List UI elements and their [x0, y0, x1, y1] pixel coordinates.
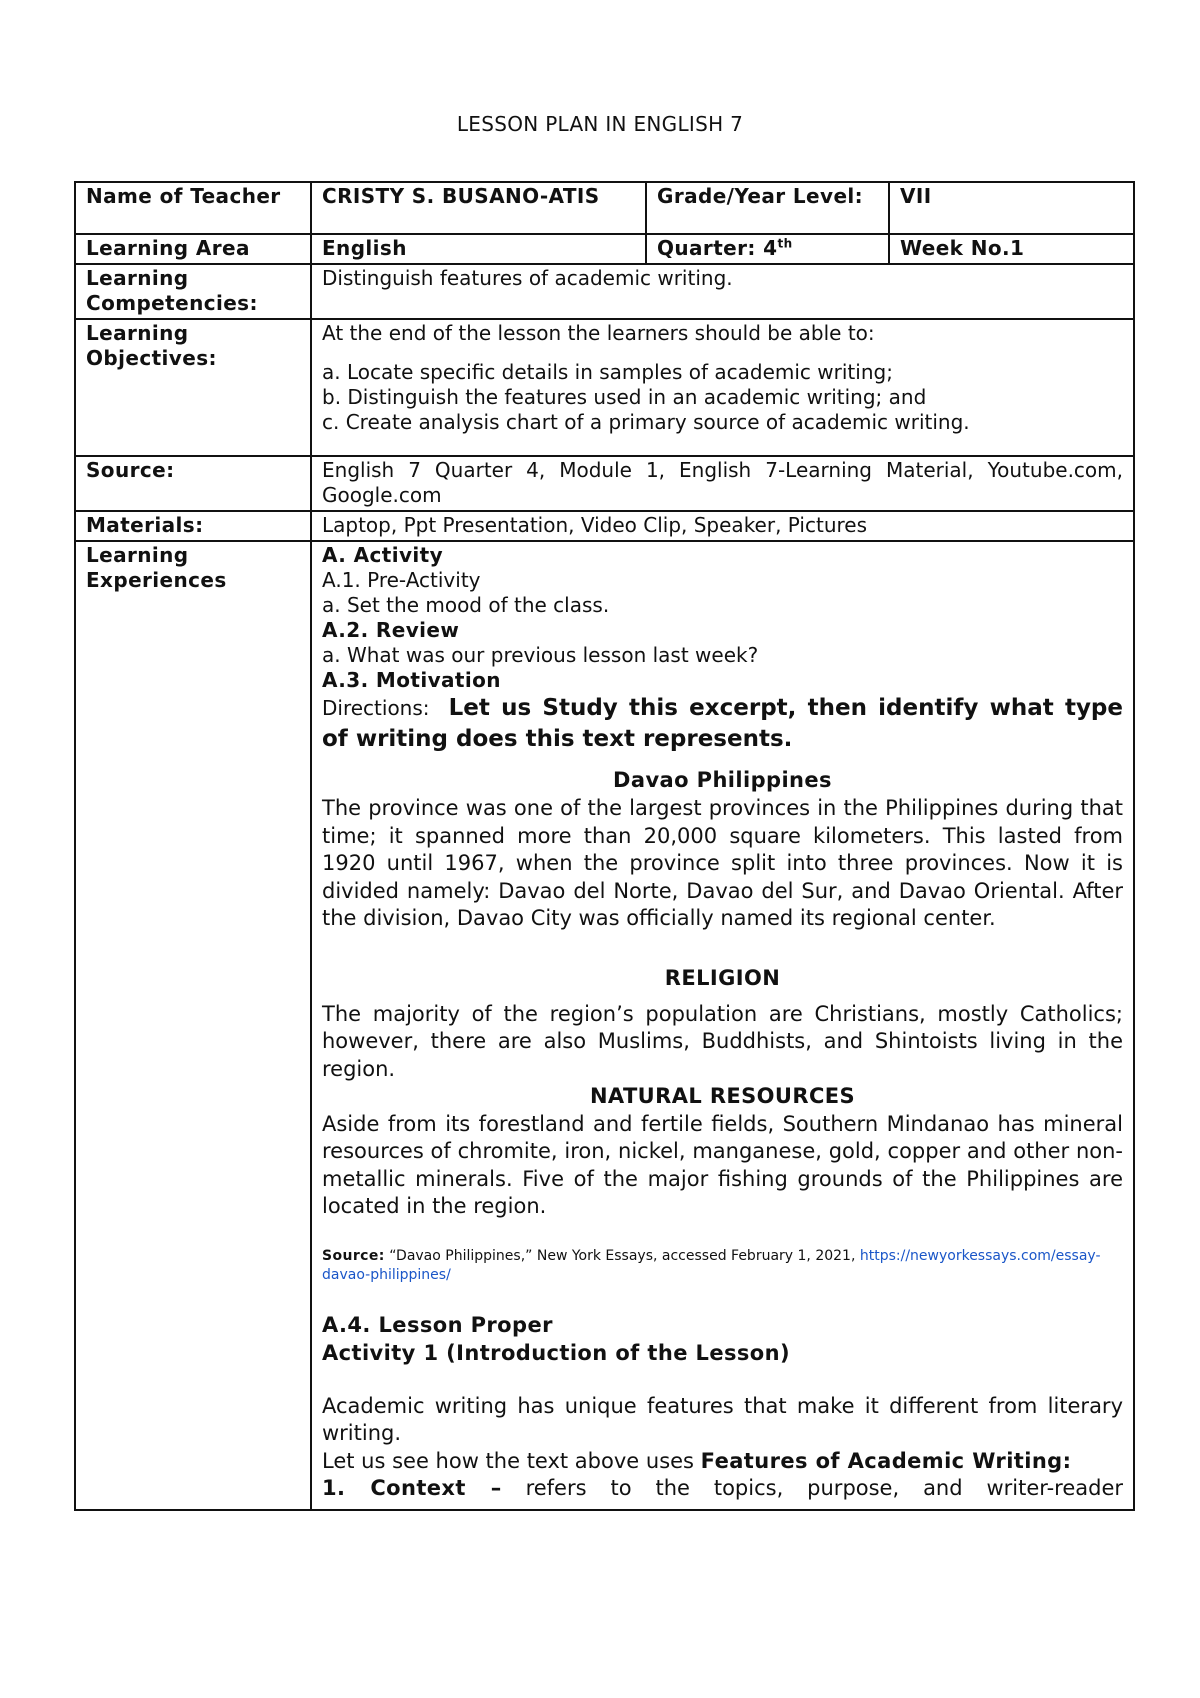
competencies-value: Distinguish features of academic writing.	[311, 264, 1134, 319]
directions-text: Let us Study this excerpt, then identify what type of writing does this text represents.	[322, 695, 1123, 752]
objective-item: c. Create analysis chart of a primary source of academic writing.	[322, 410, 970, 434]
context-text: refers to the topics, purpose, and writer-reader	[501, 1476, 1124, 1500]
objectives-intro: At the end of the lesson the learners should be able to:	[322, 321, 875, 345]
experiences-row	[75, 541, 1134, 1510]
context-line	[322, 1475, 1123, 1503]
materials-row	[75, 511, 1134, 541]
activity1-heading: Activity 1 (Introduction of the Lesson)	[322, 1340, 790, 1365]
excerpt-paragraph: The province was one of the largest provinces in the Philippines during that time; it spanned more than 20,000 square kilometers. This lasted from 1920 until 1967, when the province split into three provinces. Now it is divided namely: Davao del Norte, Davao del Sur, and Davao Oriental. After the division, Davao City was officially named its regional center.	[322, 796, 1123, 930]
lesson-proper-heading: A.4. Lesson Proper	[322, 1312, 553, 1337]
source-value: English 7 Quarter 4, Module 1, English 7-Learning Material, Youtube.com, Google.com	[311, 456, 1134, 511]
learning-area-row	[75, 234, 1134, 264]
citation-label: Source:	[322, 1247, 385, 1264]
pre-activity: A.1. Pre-Activity	[322, 568, 481, 592]
directions	[322, 693, 1123, 755]
academic-line-2: writing.	[322, 1421, 402, 1445]
teacher-name: CRISTY S. BUSANO-ATIS	[311, 182, 646, 234]
experiences-label: Learning Experiences	[75, 541, 311, 1510]
objective-item: b. Distinguish the features used in an academic writing; and	[322, 385, 927, 409]
academic-line-1: Academic writing has unique features that make it different from literary	[322, 1393, 1123, 1418]
source-row	[75, 456, 1134, 511]
grade-value: VII	[889, 182, 1134, 234]
objectives-row	[75, 319, 1134, 456]
page-title: LESSON PLAN IN ENGLISH 7	[456, 112, 744, 136]
features-intro: Let us see how the text above uses	[322, 1448, 701, 1473]
citation	[322, 1247, 1123, 1285]
objective-item: a. Locate specific details in samples of academic writing;	[322, 360, 893, 384]
teacher-row	[75, 182, 1134, 234]
teacher-label: Name of Teacher	[75, 182, 311, 234]
grade-label: Grade/Year Level:	[646, 182, 889, 234]
objectives-label: Learning Objectives:	[75, 319, 311, 456]
experiences-cell	[311, 541, 1134, 1510]
context-label: 1. Context –	[322, 1476, 502, 1500]
directions-label: Directions:	[322, 696, 430, 720]
features-intro-line	[322, 1448, 1123, 1476]
features-bold: Features of Academic Writing:	[700, 1448, 1072, 1473]
competencies-label: Learning Competencies:	[75, 264, 311, 319]
activity-heading: A. Activity	[322, 543, 444, 567]
learning-area-value: English	[311, 234, 646, 264]
quarter-suffix: th	[777, 236, 793, 251]
religion-paragraph: The majority of the region’s population are Christians, mostly Catholics; however, there are also Muslims, Buddhists, and Shintoists living in the region.	[322, 1001, 1123, 1081]
religion-heading: RELIGION	[664, 965, 781, 990]
competencies-row	[75, 264, 1134, 319]
review-item: a. What was our previous lesson last week?	[322, 643, 759, 667]
resources-paragraph: Aside from its forestland and fertile fields, Southern Mindanao has mineral resources of chromite, iron, nickel, manganese, gold, copper and other non-metallic minerals. Five of the major fishing grounds of the Philippines are located in the region.	[322, 1111, 1123, 1218]
excerpt-title: Davao Philippines	[613, 768, 832, 792]
materials-value: Laptop, Ppt Presentation, Video Clip, Speaker, Pictures	[311, 511, 1134, 541]
lesson-plan-table	[74, 181, 1135, 1511]
citation-link[interactable]: https://newyorkessays.com/essay-davao-philippines/	[322, 1247, 1101, 1283]
motivation-heading: A.3. Motivation	[322, 668, 501, 692]
citation-text: “Davao Philippines,” New York Essays, accessed February 1, 2021,	[384, 1247, 860, 1264]
review-heading: A.2. Review	[322, 618, 460, 642]
materials-label: Materials:	[75, 511, 311, 541]
week-label: Week No.1	[889, 234, 1134, 264]
source-label: Source:	[75, 456, 311, 511]
quarter-label: Quarter: 4	[657, 236, 778, 260]
objectives-cell	[311, 319, 1134, 456]
learning-area-label: Learning Area	[75, 234, 311, 264]
pre-activity-item: a. Set the mood of the class.	[322, 593, 610, 617]
quarter-cell	[646, 234, 889, 264]
resources-heading: NATURAL RESOURCES	[589, 1084, 856, 1108]
